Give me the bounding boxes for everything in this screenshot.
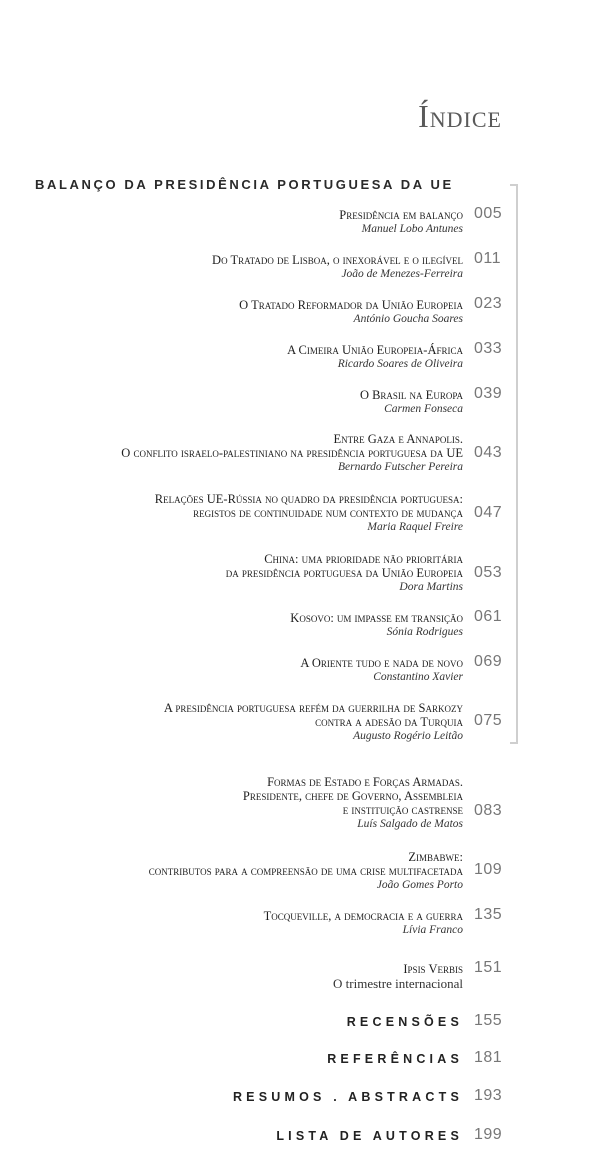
entry-title: Do Tratado de Lisboa, o inexorável e o ilegível — [212, 253, 463, 267]
entry-author: Luís Salgado de Matos — [357, 818, 463, 830]
entry-title: da presidência portuguesa da União Europeia — [225, 566, 463, 580]
toc-entry[interactable] — [226, 552, 463, 594]
entry-title: registos de continuidade num contexto de mudança — [193, 506, 463, 520]
toc-entry[interactable] — [333, 962, 463, 992]
resumos-abstracts-entry[interactable]: RESUMOS . ABSTRACTS — [232, 1090, 463, 1104]
page-number: 011 — [474, 250, 502, 267]
page-number: 075 — [474, 712, 503, 729]
toc-entry[interactable] — [243, 775, 463, 831]
entry-author: João Gomes Porto — [376, 879, 463, 891]
page-number: 047 — [474, 504, 503, 521]
entry-title: A Oriente tudo e nada de novo — [300, 656, 463, 670]
page-number: 135 — [474, 906, 503, 923]
entry-author: Lívia Franco — [402, 924, 463, 936]
entry-author: Bernardo Futscher Pereira — [338, 461, 463, 473]
toc-entry[interactable] — [300, 656, 463, 684]
page-number: 199 — [474, 1126, 503, 1143]
entry-title: e instituição castrense — [342, 803, 463, 817]
entry-title: Presidência em balanço — [339, 208, 463, 222]
entry-title: Relações UE-Rússia no quadro da presidência portuguesa: — [154, 492, 463, 506]
section-heading: BALANÇO DA PRESIDÊNCIA PORTUGUESA DA UE — [35, 177, 454, 192]
page-title: Índice — [418, 98, 502, 134]
page-number: 043 — [474, 444, 503, 461]
entry-author: Ricardo Soares de Oliveira — [337, 358, 463, 370]
page-number: 033 — [474, 340, 503, 357]
entry-title: China: uma prioridade não prioritária — [264, 552, 463, 566]
entry-title: Entre Gaza e Annapolis. — [333, 432, 463, 446]
page-number: 083 — [474, 802, 503, 819]
entry-author: Maria Raquel Freire — [367, 521, 463, 533]
entry-subtitle: O trimestre internacional — [333, 976, 463, 991]
toc-entry[interactable] — [287, 343, 463, 371]
page-number: 069 — [474, 653, 503, 670]
page-number: 155 — [474, 1012, 503, 1029]
entry-author: Sónia Rodrigues — [386, 626, 463, 638]
page-number: 005 — [474, 205, 503, 222]
entry-title: Ipsis Verbis — [403, 962, 463, 976]
entry-author: Augusto Rogério Leitão — [353, 730, 463, 742]
toc-entry[interactable] — [339, 208, 463, 236]
entry-title: Formas de Estado e Forças Armadas. — [267, 775, 463, 789]
toc-entry[interactable] — [155, 492, 463, 534]
entry-author: António Goucha Soares — [353, 313, 463, 325]
page-number: 039 — [474, 385, 503, 402]
page-number: 181 — [474, 1049, 503, 1066]
page-number: 193 — [474, 1087, 503, 1104]
referencias-entry[interactable]: REFERÊNCIAS — [327, 1052, 463, 1066]
toc-entry[interactable] — [290, 611, 463, 639]
entry-author: João de Menezes-Ferreira — [341, 268, 463, 280]
entry-author: Manuel Lobo Antunes — [361, 223, 463, 235]
section-bracket — [510, 184, 518, 744]
toc-entry[interactable] — [121, 432, 463, 474]
toc-entry[interactable] — [264, 909, 463, 937]
entry-title: A presidência portuguesa refém da guerrilha de Sarkozy — [163, 701, 463, 715]
entry-title: Tocqueville, a democracia e a guerra — [263, 909, 463, 923]
entry-title: Presidente, chefe de Governo, Assembleia — [242, 789, 463, 803]
entry-title: Zimbabwe: — [408, 850, 463, 864]
entry-author: Carmen Fonseca — [384, 403, 463, 415]
entry-author: Dora Martins — [399, 581, 463, 593]
entry-title: O Brasil na Europa — [359, 388, 463, 402]
toc-entry[interactable] — [212, 253, 463, 281]
toc-entry[interactable] — [164, 701, 463, 743]
page-number: 151 — [474, 959, 503, 976]
page-number: 053 — [474, 564, 503, 581]
entry-title: contributos para a compreensão de uma crise multifacetada — [148, 864, 463, 878]
page-number: 023 — [474, 295, 503, 312]
page-number: 061 — [474, 608, 503, 625]
recensoes-entry[interactable]: RECENSÕES — [346, 1015, 463, 1029]
toc-entry[interactable] — [149, 850, 463, 892]
entry-title: Kosovo: um impasse em transição — [290, 611, 463, 625]
page-number: 109 — [474, 861, 503, 878]
toc-entry[interactable] — [360, 388, 463, 416]
entry-title: A Cimeira União Europeia-África — [287, 343, 463, 357]
lista-de-autores-entry[interactable]: LISTA DE AUTORES — [276, 1129, 463, 1143]
entry-title: O conflito israelo-palestiniano na presidência portuguesa da UE — [121, 446, 463, 460]
entry-author: Constantino Xavier — [373, 671, 463, 683]
toc-entry[interactable] — [239, 298, 463, 326]
entry-title: O Tratado Reformador da União Europeia — [239, 298, 463, 312]
entry-title: contra a adesão da Turquia — [315, 715, 463, 729]
